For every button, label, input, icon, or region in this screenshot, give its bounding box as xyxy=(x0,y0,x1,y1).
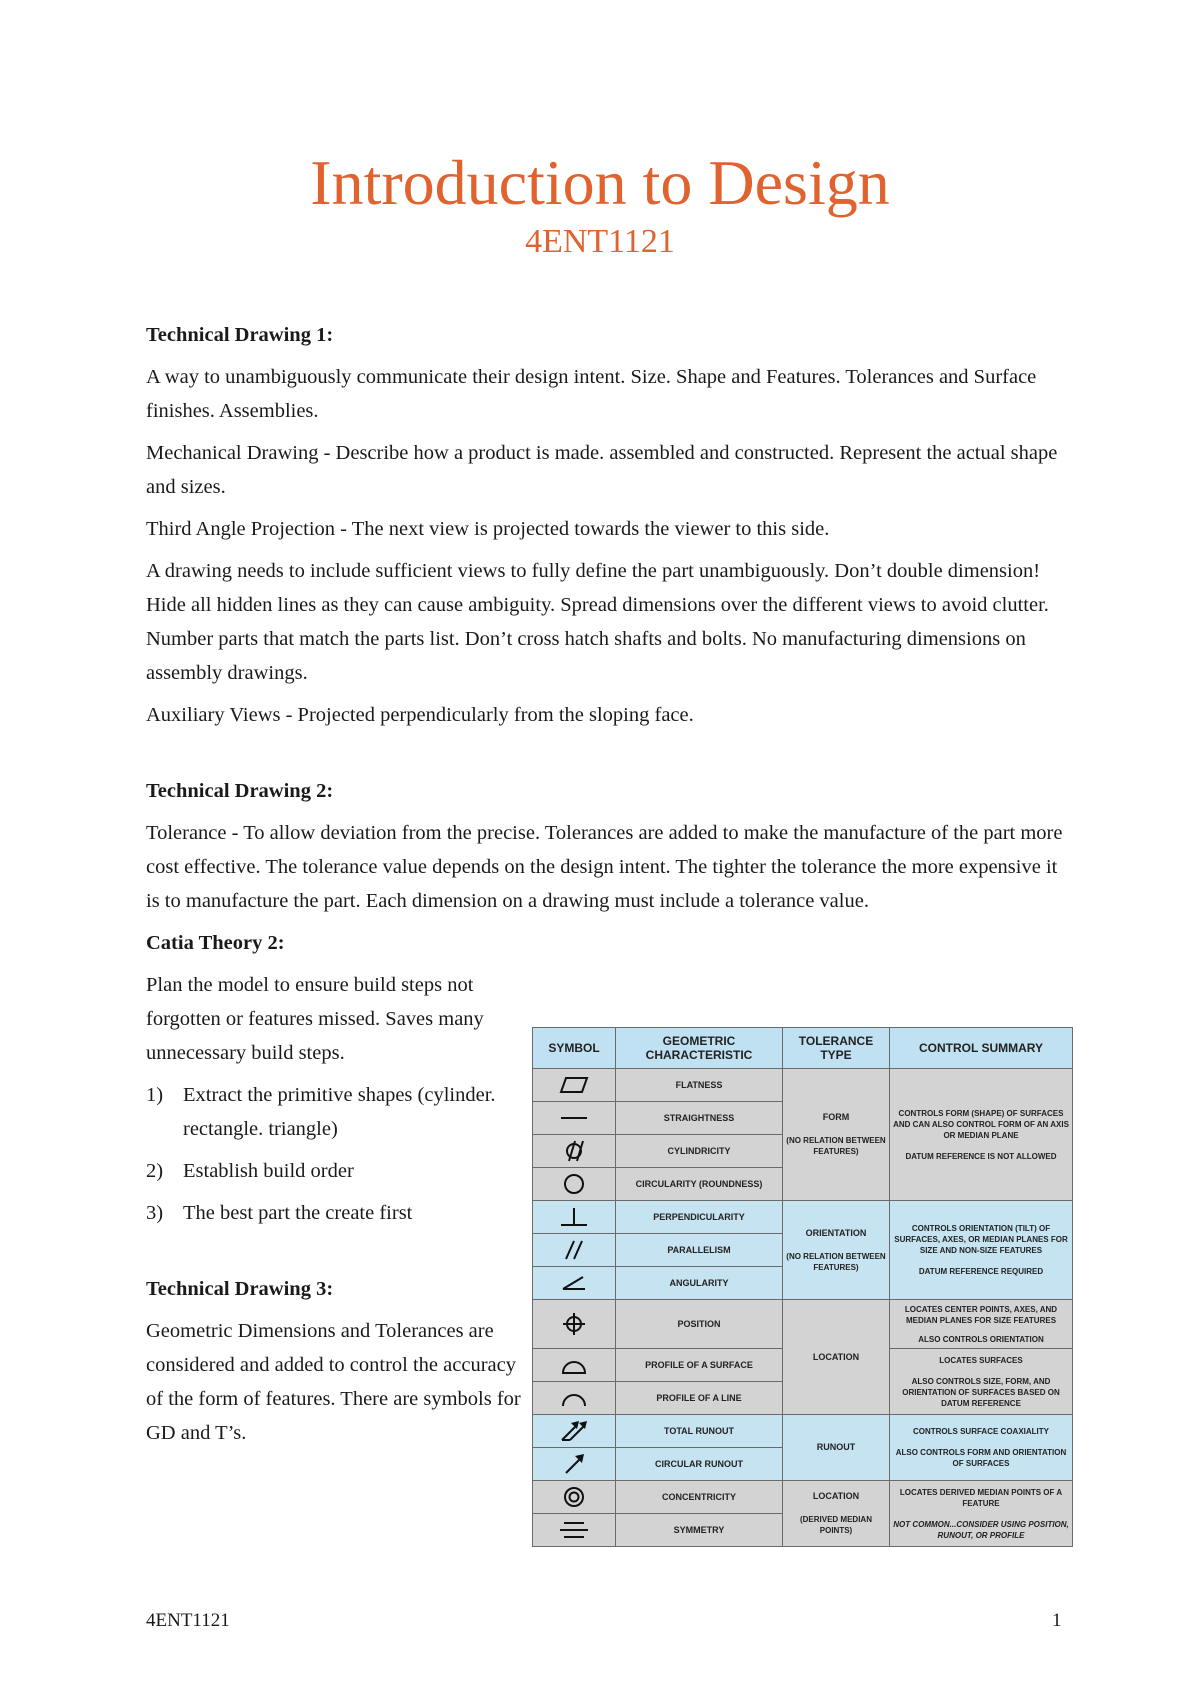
table-cell: FLATNESS xyxy=(616,1069,783,1102)
table-cell: POSITION xyxy=(616,1300,783,1349)
document-title: Introduction to Design xyxy=(310,147,890,218)
position-icon xyxy=(533,1300,616,1349)
summary-text: DATUM REFERENCE IS NOT ALLOWED xyxy=(905,1151,1057,1161)
tolerance-note: (DERIVED MEDIAN POINTS) xyxy=(799,1515,872,1535)
document-subtitle: 4ENT1121 xyxy=(525,223,675,260)
concentricity-icon xyxy=(533,1481,616,1514)
table-cell: SYMMETRY xyxy=(616,1514,783,1547)
table-cell xyxy=(890,1069,1073,1201)
table-header: SYMBOL xyxy=(533,1028,616,1069)
list-item xyxy=(146,1078,526,1146)
table-row xyxy=(533,1201,1073,1234)
profile-line-icon xyxy=(533,1382,616,1415)
table-cell xyxy=(890,1201,1073,1300)
gdt-symbols-table xyxy=(532,1027,1073,1547)
summary-text: NOT COMMON...CONSIDER USING POSITION, RUNOUT, OR PROFILE xyxy=(893,1519,1069,1540)
table-cell xyxy=(783,1201,890,1300)
angularity-icon xyxy=(533,1267,616,1300)
paragraph: Mechanical Drawing - Describe how a product is made. assembled and constructed. Represent the actual shape and sizes. xyxy=(146,442,1058,498)
table-header: CONTROL SUMMARY xyxy=(890,1028,1073,1069)
circularity-icon xyxy=(533,1168,616,1201)
list-text: The best part the create first xyxy=(183,1202,413,1224)
table-cell: CYLINDRICITY xyxy=(616,1135,783,1168)
table-cell: LOCATION xyxy=(783,1300,890,1415)
paragraph: A way to unambiguously communicate their design intent. Size. Shape and Features. Tolerances and Surface finishes. Assemblies. xyxy=(146,366,1037,422)
cylindricity-icon xyxy=(533,1135,616,1168)
section-heading-td3: Technical Drawing 3: xyxy=(146,1278,334,1300)
table-row xyxy=(533,1069,1073,1102)
summary-text: LOCATES SURFACES xyxy=(939,1355,1023,1365)
tolerance-note: (NO RELATION BETWEEN FEATURES) xyxy=(786,1136,886,1156)
tolerance-type: ORIENTATION xyxy=(805,1227,867,1238)
table-cell xyxy=(890,1349,1073,1415)
perpendicularity-icon xyxy=(533,1201,616,1234)
table-row xyxy=(533,1415,1073,1448)
table-cell xyxy=(783,1069,890,1201)
table-cell xyxy=(890,1415,1073,1481)
table-row xyxy=(533,1481,1073,1514)
paragraph: Third Angle Projection - The next view is projected towards the viewer to this side. xyxy=(146,518,830,540)
summary-text: ALSO CONTROLS FORM AND ORIENTATION OF SURFACES xyxy=(895,1448,1067,1468)
table-cell: ANGULARITY xyxy=(616,1267,783,1300)
profile-surface-icon xyxy=(533,1349,616,1382)
table-cell: CIRCULAR RUNOUT xyxy=(616,1448,783,1481)
list-number: 2) xyxy=(146,1160,164,1182)
paragraph: Auxiliary Views - Projected perpendicularly from the sloping face. xyxy=(146,704,694,726)
summary-text: CONTROLS SURFACE COAXIALITY xyxy=(912,1427,1049,1436)
section-heading-catia: Catia Theory 2: xyxy=(146,932,285,954)
table-cell: PROFILE OF A SURFACE xyxy=(616,1349,783,1382)
table-cell: CIRCULARITY (ROUNDNESS) xyxy=(616,1168,783,1201)
list-number: 3) xyxy=(146,1202,164,1224)
steps-list xyxy=(146,1078,526,1230)
paragraph: A drawing needs to include sufficient views to fully define the part unambiguously. Don’t double dimension! Hide all hidden lines as they can cause ambiguity. Spread dimensions over the different views to avoid clutter. Number parts that match the parts list. Don’t cross hatch shafts and bolts. No manufacturing dimensions on assembly drawings. xyxy=(146,560,1049,684)
flatness-icon xyxy=(533,1069,616,1102)
list-number: 1) xyxy=(146,1084,164,1106)
table-cell xyxy=(783,1481,890,1547)
list-text: Establish build order xyxy=(183,1160,354,1182)
table-cell xyxy=(890,1481,1073,1547)
summary-text: LOCATES CENTER POINTS, AXES, AND MEDIAN PLANES FOR SIZE FEATURES xyxy=(904,1304,1058,1325)
table-cell: PARALLELISM xyxy=(616,1234,783,1267)
summary-text: CONTROLS ORIENTATION (TILT) OF SURFACES, AXES, OR MEDIAN PLANES FOR SIZE AND NON-SIZE FEATURES xyxy=(894,1224,1068,1255)
list-item xyxy=(146,1196,526,1230)
tolerance-type: LOCATION xyxy=(812,1491,860,1501)
paragraph: Plan the model to ensure build steps not forgotten or features missed. Saves many unnecessary build steps. xyxy=(146,974,484,1064)
paragraph: Geometric Dimensions and Tolerances are considered and added to control the accuracy of the form of features. There are symbols for GD and T’s. xyxy=(146,1320,521,1444)
total-runout-icon xyxy=(533,1415,616,1448)
table-cell: PERPENDICULARITY xyxy=(616,1201,783,1234)
footer-course-code: 4ENT1121 xyxy=(146,1610,230,1631)
parallelism-icon xyxy=(533,1234,616,1267)
page-number: 1 xyxy=(1052,1610,1062,1631)
table-header: TOLERANCE TYPE xyxy=(783,1028,890,1069)
circular-runout-icon xyxy=(533,1448,616,1481)
symmetry-icon xyxy=(533,1514,616,1547)
summary-text: DATUM REFERENCE REQUIRED xyxy=(918,1267,1044,1276)
table-cell: CONCENTRICITY xyxy=(616,1481,783,1514)
summary-text: ALSO CONTROLS SIZE, FORM, AND ORIENTATION OF SURFACES BASED ON DATUM REFERENCE xyxy=(902,1376,1060,1408)
summary-text: CONTROLS FORM (SHAPE) OF SURFACES AND CAN ALSO CONTROL FORM OF AN AXIS OR MEDIAN PLANE xyxy=(893,1108,1069,1140)
tolerance-note: (NO RELATION BETWEEN FEATURES) xyxy=(786,1251,886,1272)
section-heading-td1: Technical Drawing 1: xyxy=(146,324,334,346)
table-cell: STRAIGHTNESS xyxy=(616,1102,783,1135)
table-cell xyxy=(890,1300,1073,1349)
table-cell: RUNOUT xyxy=(783,1415,890,1481)
straightness-icon xyxy=(533,1102,616,1135)
summary-text: LOCATES DERIVED MEDIAN POINTS OF A FEATURE xyxy=(899,1487,1063,1508)
section-heading-td2: Technical Drawing 2: xyxy=(146,780,334,802)
paragraph: Tolerance - To allow deviation from the precise. Tolerances are added to make the manufacture of the part more cost effective. The tolerance value depends on the design intent. The tighter the tolerance the more expensive it is to manufacture the part. Each dimension on a drawing must include a tolerance value. xyxy=(146,822,1063,912)
list-text: Extract the primitive shapes (cylinder. rectangle. triangle) xyxy=(183,1084,496,1140)
summary-text: ALSO CONTROLS ORIENTATION xyxy=(918,1334,1044,1344)
left-column xyxy=(146,968,526,1458)
table-header: GEOMETRIC CHARACTERISTIC xyxy=(616,1028,783,1069)
list-item xyxy=(146,1154,526,1188)
tolerance-type: FORM xyxy=(822,1112,850,1122)
table-cell: PROFILE OF A LINE xyxy=(616,1382,783,1415)
table-row xyxy=(533,1300,1073,1349)
table-cell: TOTAL RUNOUT xyxy=(616,1415,783,1448)
